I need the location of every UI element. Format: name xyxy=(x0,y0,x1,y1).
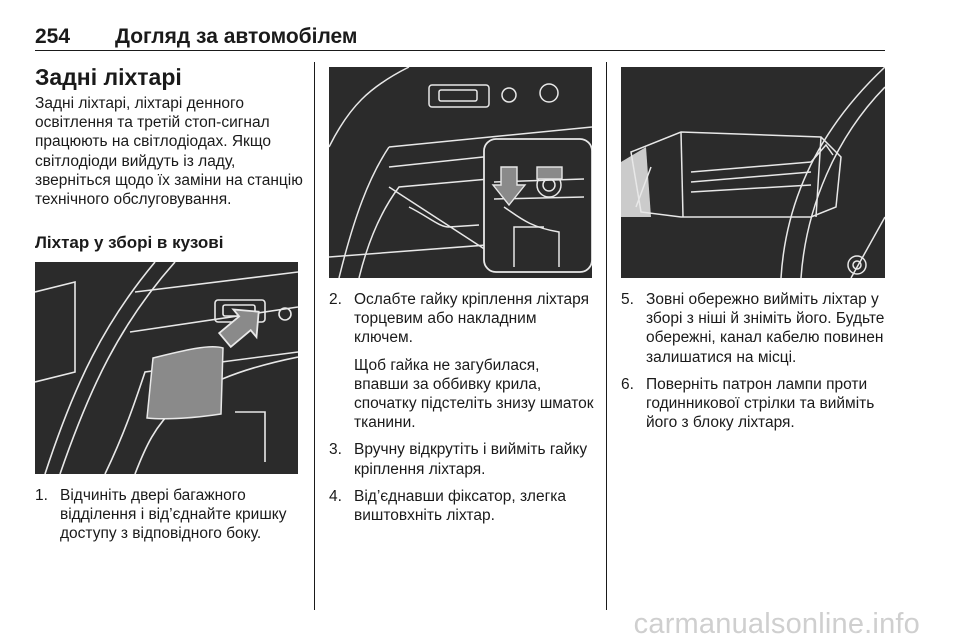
step-text: Відчиніть двері багажного відділення і від’єднайте кришку доступу з відповідного боку. xyxy=(60,487,287,543)
figure-access-cover xyxy=(35,262,298,474)
step-number: 1. xyxy=(35,487,48,504)
step-list xyxy=(35,486,303,552)
section-title: Задні ліхтарі xyxy=(35,64,182,90)
step-number: 6. xyxy=(621,375,634,393)
column-divider xyxy=(606,62,607,610)
intro-paragraph: Задні ліхтарі, ліхтарі денного освітлення та третій стоп-сигнал працюють на світлодіодах. Якщо світлодіоди вийдуть із ладу, зверніться щодо їх заміни на станцію технічного обслуговування. xyxy=(35,95,303,209)
step-item xyxy=(35,486,303,544)
figure-loosen-nut xyxy=(329,67,592,278)
step-number: 5. xyxy=(621,291,634,308)
step-list xyxy=(329,290,597,533)
step-list xyxy=(621,290,889,440)
figure-remove-lamp xyxy=(621,67,885,278)
step-number: 2. xyxy=(329,291,342,308)
step-item xyxy=(329,440,597,478)
subheading: Ліхтар у зборі в кузові xyxy=(35,233,224,252)
step-text: Зовні обережно вийміть ліхтар у зборі з ніші й зніміть його. Будьте обережні, канал кабелю повинен залишатися на місці. xyxy=(646,291,885,366)
step-text: Від’єднавши фіксатор, злегка виштовхніть ліхтар. xyxy=(354,487,566,525)
step-number: 4. xyxy=(329,487,342,505)
step-item xyxy=(621,290,889,367)
running-title: Догляд за автомобілем xyxy=(115,25,358,48)
step-text: Поверніть патрон лампи проти годинникової стрілки та вийміть його з блоку ліхтаря. xyxy=(646,375,875,432)
step-item xyxy=(329,487,597,525)
step-number: 3. xyxy=(329,441,342,459)
step-text: Ослабте гайку кріплення ліхтаря торцевим або накладним ключем. xyxy=(354,291,589,347)
step-item xyxy=(329,290,597,432)
watermark: carmanualsonline.info xyxy=(633,608,920,640)
step-note: Щоб гайка не загубилася, впавши за оббивку крила, спочатку підстеліть знизу шматок тканини. xyxy=(354,356,594,432)
step-item xyxy=(621,375,889,433)
page-header xyxy=(35,22,885,51)
column-divider xyxy=(314,62,315,610)
page-number: 254 xyxy=(35,25,71,48)
step-text: Вручну відкрутіть і вийміть гайку кріплення ліхтаря. xyxy=(354,441,588,478)
